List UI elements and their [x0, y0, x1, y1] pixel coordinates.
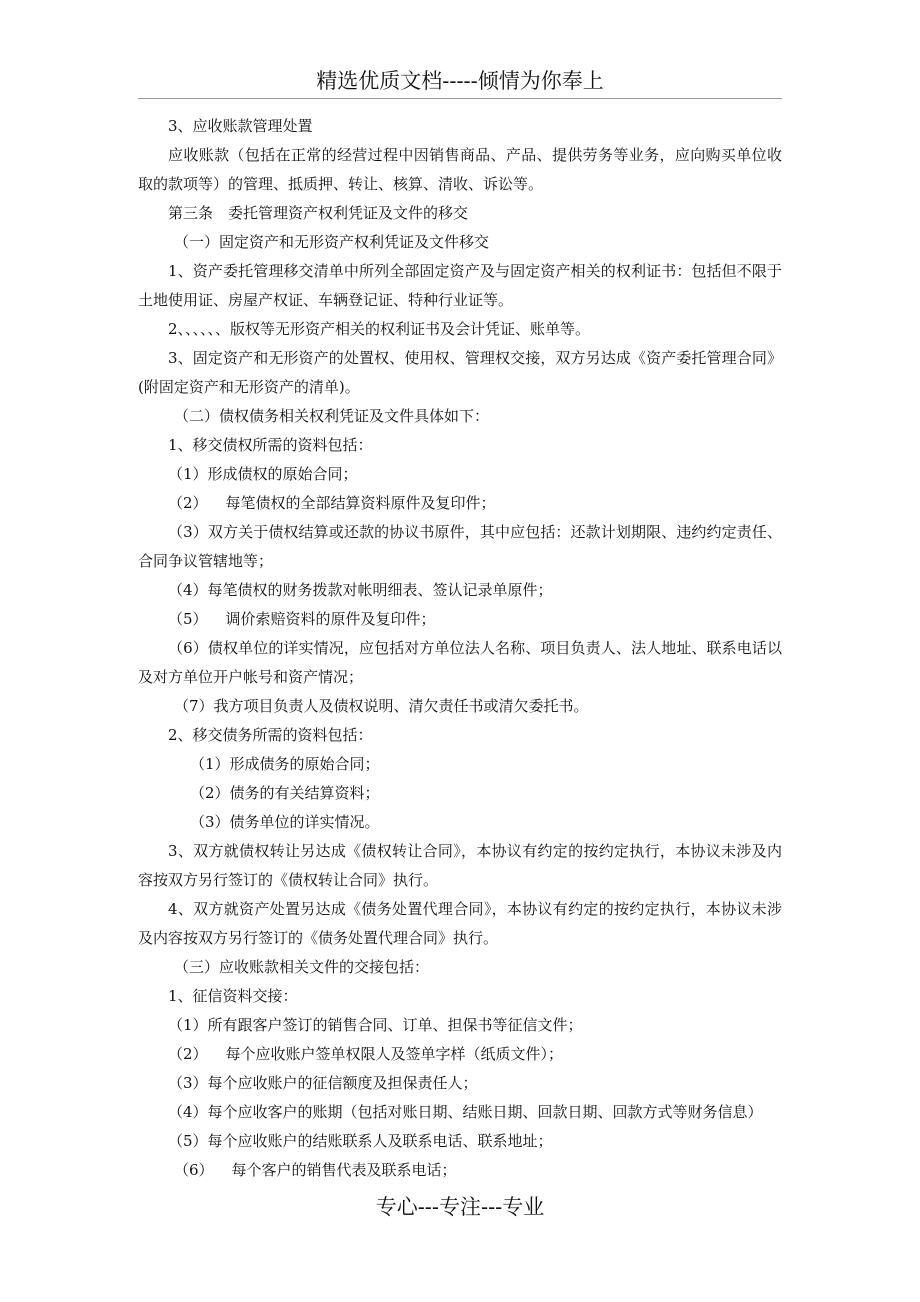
list-item-number: （2） — [168, 494, 208, 512]
list-item-creditor-3: （3）双方关于债权结算或还款的协议书原件，其中应包括：还款计划期限、违约约定责任、合同争议管辖地等； — [138, 523, 782, 570]
list-item-text: 每个应收账户签单权限人及签单字样（纸质文件）； — [225, 1045, 564, 1063]
list-item-credit-5: （5）每个应收账户的结账联系人及联系电话、联系地址； — [168, 1132, 553, 1150]
list-item-creditor-7: （7）我方项目负责人及债权说明、清欠责任书或清欠委托书。 — [174, 697, 589, 715]
list-item-credit-6 — [138, 1156, 782, 1185]
list-heading-credit-materials: 1、征信资料交接： — [168, 987, 298, 1005]
article-three-heading: 第三条 委托管理资产权利凭证及文件的移交 — [168, 204, 469, 222]
list-item-credit-4: （4）每个应收客户的账期（包括对账日期、结账日期、回款日期、回款方式等财务信息） — [168, 1103, 763, 1121]
list-item-debt-1: （1）形成债务的原始合同； — [190, 755, 380, 773]
paragraph-debt-disposal-contract: 4、双方就资产处置另达成《债务处置代理合同》，本协议有约定的按约定执行，本协议未涉及内容按双方另行签订的《债务处置代理合同》执行。 — [138, 900, 782, 947]
list-item-credit-1: （1）所有跟客户签订的销售合同、订单、担保书等征信文件； — [168, 1016, 583, 1034]
section-heading-receivables: 3、应收账款管理处置 — [168, 117, 313, 135]
list-item-debt-2: （2）债务的有关结算资料； — [190, 784, 380, 802]
list-item-creditor-6: （6）债权单位的详实情况，应包括对方单位法人名称、项目负责人、法人地址、联系电话以及对方单位开户帐号和资产情况； — [138, 639, 782, 686]
list-item-credit-3: （3）每个应收账户的征信额度及担保责任人； — [168, 1074, 478, 1092]
list-item-number: （6） — [174, 1161, 214, 1179]
list-item-text: 每个客户的销售代表及联系电话； — [231, 1161, 457, 1179]
list-item-creditor-5 — [138, 605, 782, 634]
list-item-number: （5） — [168, 610, 208, 628]
list-item-creditor-4: （4）每笔债权的财务拨款对帐明细表、签认记录单原件； — [168, 581, 553, 599]
subsection-two-heading: （二）债权债务相关权利凭证及文件具体如下： — [174, 407, 490, 425]
paragraph-receivables-definition: 应收账款（包括在正常的经营过程中因销售商品、产品、提供劳务等业务，应向购买单位收取的款项等）的管理、抵质押、转让、核算、清收、诉讼等。 — [138, 146, 782, 193]
list-heading-debt-materials: 2、移交债务所需的资料包括： — [168, 726, 373, 744]
list-item-text: 每笔债权的全部结算资料原件及复印件； — [225, 494, 496, 512]
paragraph-intangible-certificates: 2、、、、、、版权等无形资产相关的权利证书及会计凭证、账单等。 — [168, 320, 591, 338]
list-item-credit-2 — [138, 1040, 782, 1069]
list-item-creditor-2 — [138, 489, 782, 518]
list-item-number: （2） — [168, 1045, 208, 1063]
subsection-one-heading: （一）固定资产和无形资产权利凭证及文件移交 — [174, 233, 490, 251]
subsection-three-heading: （三）应收账款相关文件的交接包括： — [174, 958, 430, 976]
list-item-creditor-1: （1）形成债权的原始合同； — [168, 465, 358, 483]
list-heading-creditor-materials: 1、移交债权所需的资料包括： — [168, 436, 373, 454]
page-footer-text: 专心---专注---专业 — [375, 1195, 545, 1219]
paragraph-asset-rights-handover: 3、固定资产和无形资产的处置权、使用权、管理权交接，双方另达成《资产委托管理合同》(附固定资产和无形资产的清单)。 — [138, 349, 782, 396]
list-item-debt-3: （3）债务单位的详实情况。 — [190, 813, 380, 831]
paragraph-fixed-asset-certificates: 1、资产委托管理移交清单中所列全部固定资产及与固定资产相关的权利证书：包括但不限于土地使用证、房屋产权证、车辆登记证、特种行业证等。 — [138, 262, 782, 309]
list-item-text: 调价索赔资料的原件及复印件； — [225, 610, 436, 628]
paragraph-debt-transfer-contract: 3、双方就债权转让另达成《债权转让合同》，本协议有约定的按约定执行，本协议未涉及内容按双方另行签订的《债权转让合同》执行。 — [138, 842, 782, 889]
page-header-title: 精选优质文档-----倾情为你奉上 — [316, 69, 604, 93]
header-divider — [138, 98, 782, 99]
document-body — [138, 112, 782, 1185]
